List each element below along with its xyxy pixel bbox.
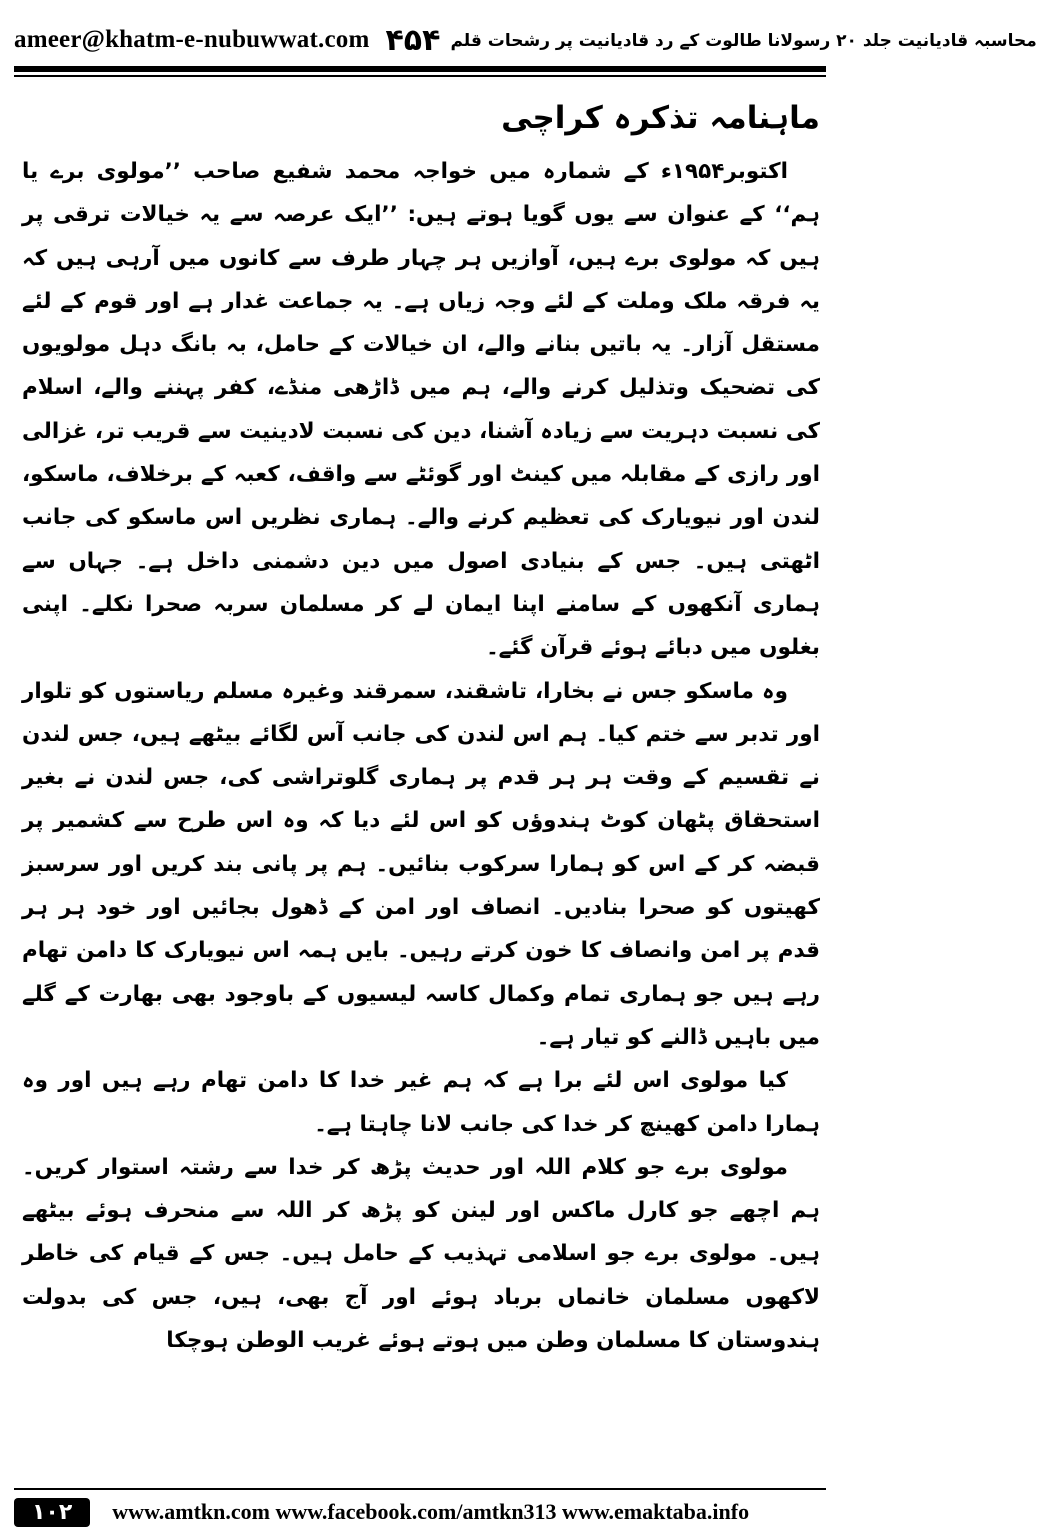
article-paragraph-3: کیا مولوی اس لئے برا ہے کہ ہم غیر خدا کا دامن تھام رہے ہیں اور وہ ہمارا دامن کھینچ کر خدا کی جانب لانا چاہتا ہے۔ xyxy=(22,1068,820,1137)
header-rule-thick xyxy=(14,66,826,72)
article-heading: ماہنامہ تذکرہ کراچی xyxy=(501,100,820,136)
footer-page-number: ۱۰۲ xyxy=(14,1498,90,1527)
footer-links[interactable]: www.amtkn.com www.facebook.com/amtkn313 www.emaktaba.info xyxy=(112,1499,750,1524)
header-rule-thin xyxy=(14,75,826,77)
footer-rule xyxy=(14,1488,826,1490)
article-paragraph-1: اکتوبر۱۹۵۴ء کے شمارہ میں خواجہ محمد شفیع صاحب ’’مولوی برے یا ہم‘‘ کے عنوان سے یوں گویا ہوتے ہیں: ’’ایک عرصہ سے یہ خیالات ترقی پر ہیں کہ مولوی برے ہیں، آوازیں ہر چہار طرف سے کانوں میں آرہی ہیں کہ یہ فرقہ ملک وملت کے لئے وجہ زیاں ہے۔ یہ جماعت غدار ہے اور قوم کے لئے مستقل آزار۔ یہ باتیں بنانے والے، ان خیالات کے حامل، بہ بانگ دہل مولویوں کی تضحیک وتذلیل کرنے والے، ہم میں ڈاڑھی منڈے، کفر پہننے والے، اسلام کی نسبت دہریت سے زیادہ آشنا، دین کی نسبت لادینیت سے قریب تر، غزالی اور رازی کے مقابلہ میں کینٹ اور گوئٹے سے واقف، کعبہ کے برخلاف، ماسکو، لندن اور نیویارک کی تعظیم کرنے والے۔ ہماری نظریں اس ماسکو کی جانب اٹھتی ہیں۔ جس کے بنیادی اصول میں دین دشمنی داخل ہے۔ جہاں سے ہماری آنکھوں کے سامنے اپنا ایمان لے کر مسلمان سربہ صحرا نکلے۔ اپنی بغلوں میں دبائے ہوئے قرآن گئے۔ xyxy=(22,159,820,661)
page-header xyxy=(14,18,1037,62)
article-body xyxy=(22,92,820,1362)
header-book-title: محاسبہ قادیانیت جلد ۲۰ رسولانا طالوت کے رد قادیانیت پر رشحات قلم xyxy=(450,30,1037,51)
article-paragraph-2: وہ ماسکو جس نے بخارا، تاشقند، سمرقند وغیرہ مسلم ریاستوں کو تلوار اور تدبر سے ختم کیا۔ ہم اس لندن کی جانب آس لگائے بیٹھے ہیں، جس لندن نے تقسیم کے وقت ہر ہر قدم پر ہماری گلوتراشی کی، جس لندن نے بغیر استحقاق پٹھان کوٹ ہندوؤں کو اس لئے دیا کہ وہ اس طرح سے کشمیر پر قبضہ کر کے اس کو ہمارا سرکوب بنائیں۔ ہم پر پانی بند کریں اور سرسبز کھیتوں کو صحرا بنادیں۔ انصاف اور امن کے ڈھول بجائیں اور خود ہر ہر قدم پر امن وانصاف کا خون کرتے رہیں۔ بایں ہمہ اس نیویارک کا دامن تھام رہے ہیں جو ہماری تمام وکمال کاسہ لیسیوں کے باوجود بھی بھارت کے گلے میں باہیں ڈالنے کو تیار ہے۔ xyxy=(22,678,820,1050)
page-footer xyxy=(14,1494,826,1530)
header-page-number: ۴۵۴ xyxy=(385,22,441,58)
header-email[interactable]: ameer@khatm-e-nubuwwat.com xyxy=(14,26,370,53)
article-paragraph-4: مولوی برے جو کلام اللہ اور حدیث پڑھ کر خدا سے رشتہ استوار کریں۔ ہم اچھے جو کارل ماکس اور لینن کو پڑھ کر اللہ سے منحرف ہوئے بیٹھے ہیں۔ مولوی برے جو اسلامی تہذیب کے حامل ہیں۔ جس کے قیام کی خاطر لاکھوں مسلمان خانماں برباد ہوئے اور آج بھی، ہیں، جس کی بدولت ہندوستان کا مسلمان وطن میں ہوتے ہوئے غریب الوطن ہوچکا xyxy=(22,1154,820,1354)
